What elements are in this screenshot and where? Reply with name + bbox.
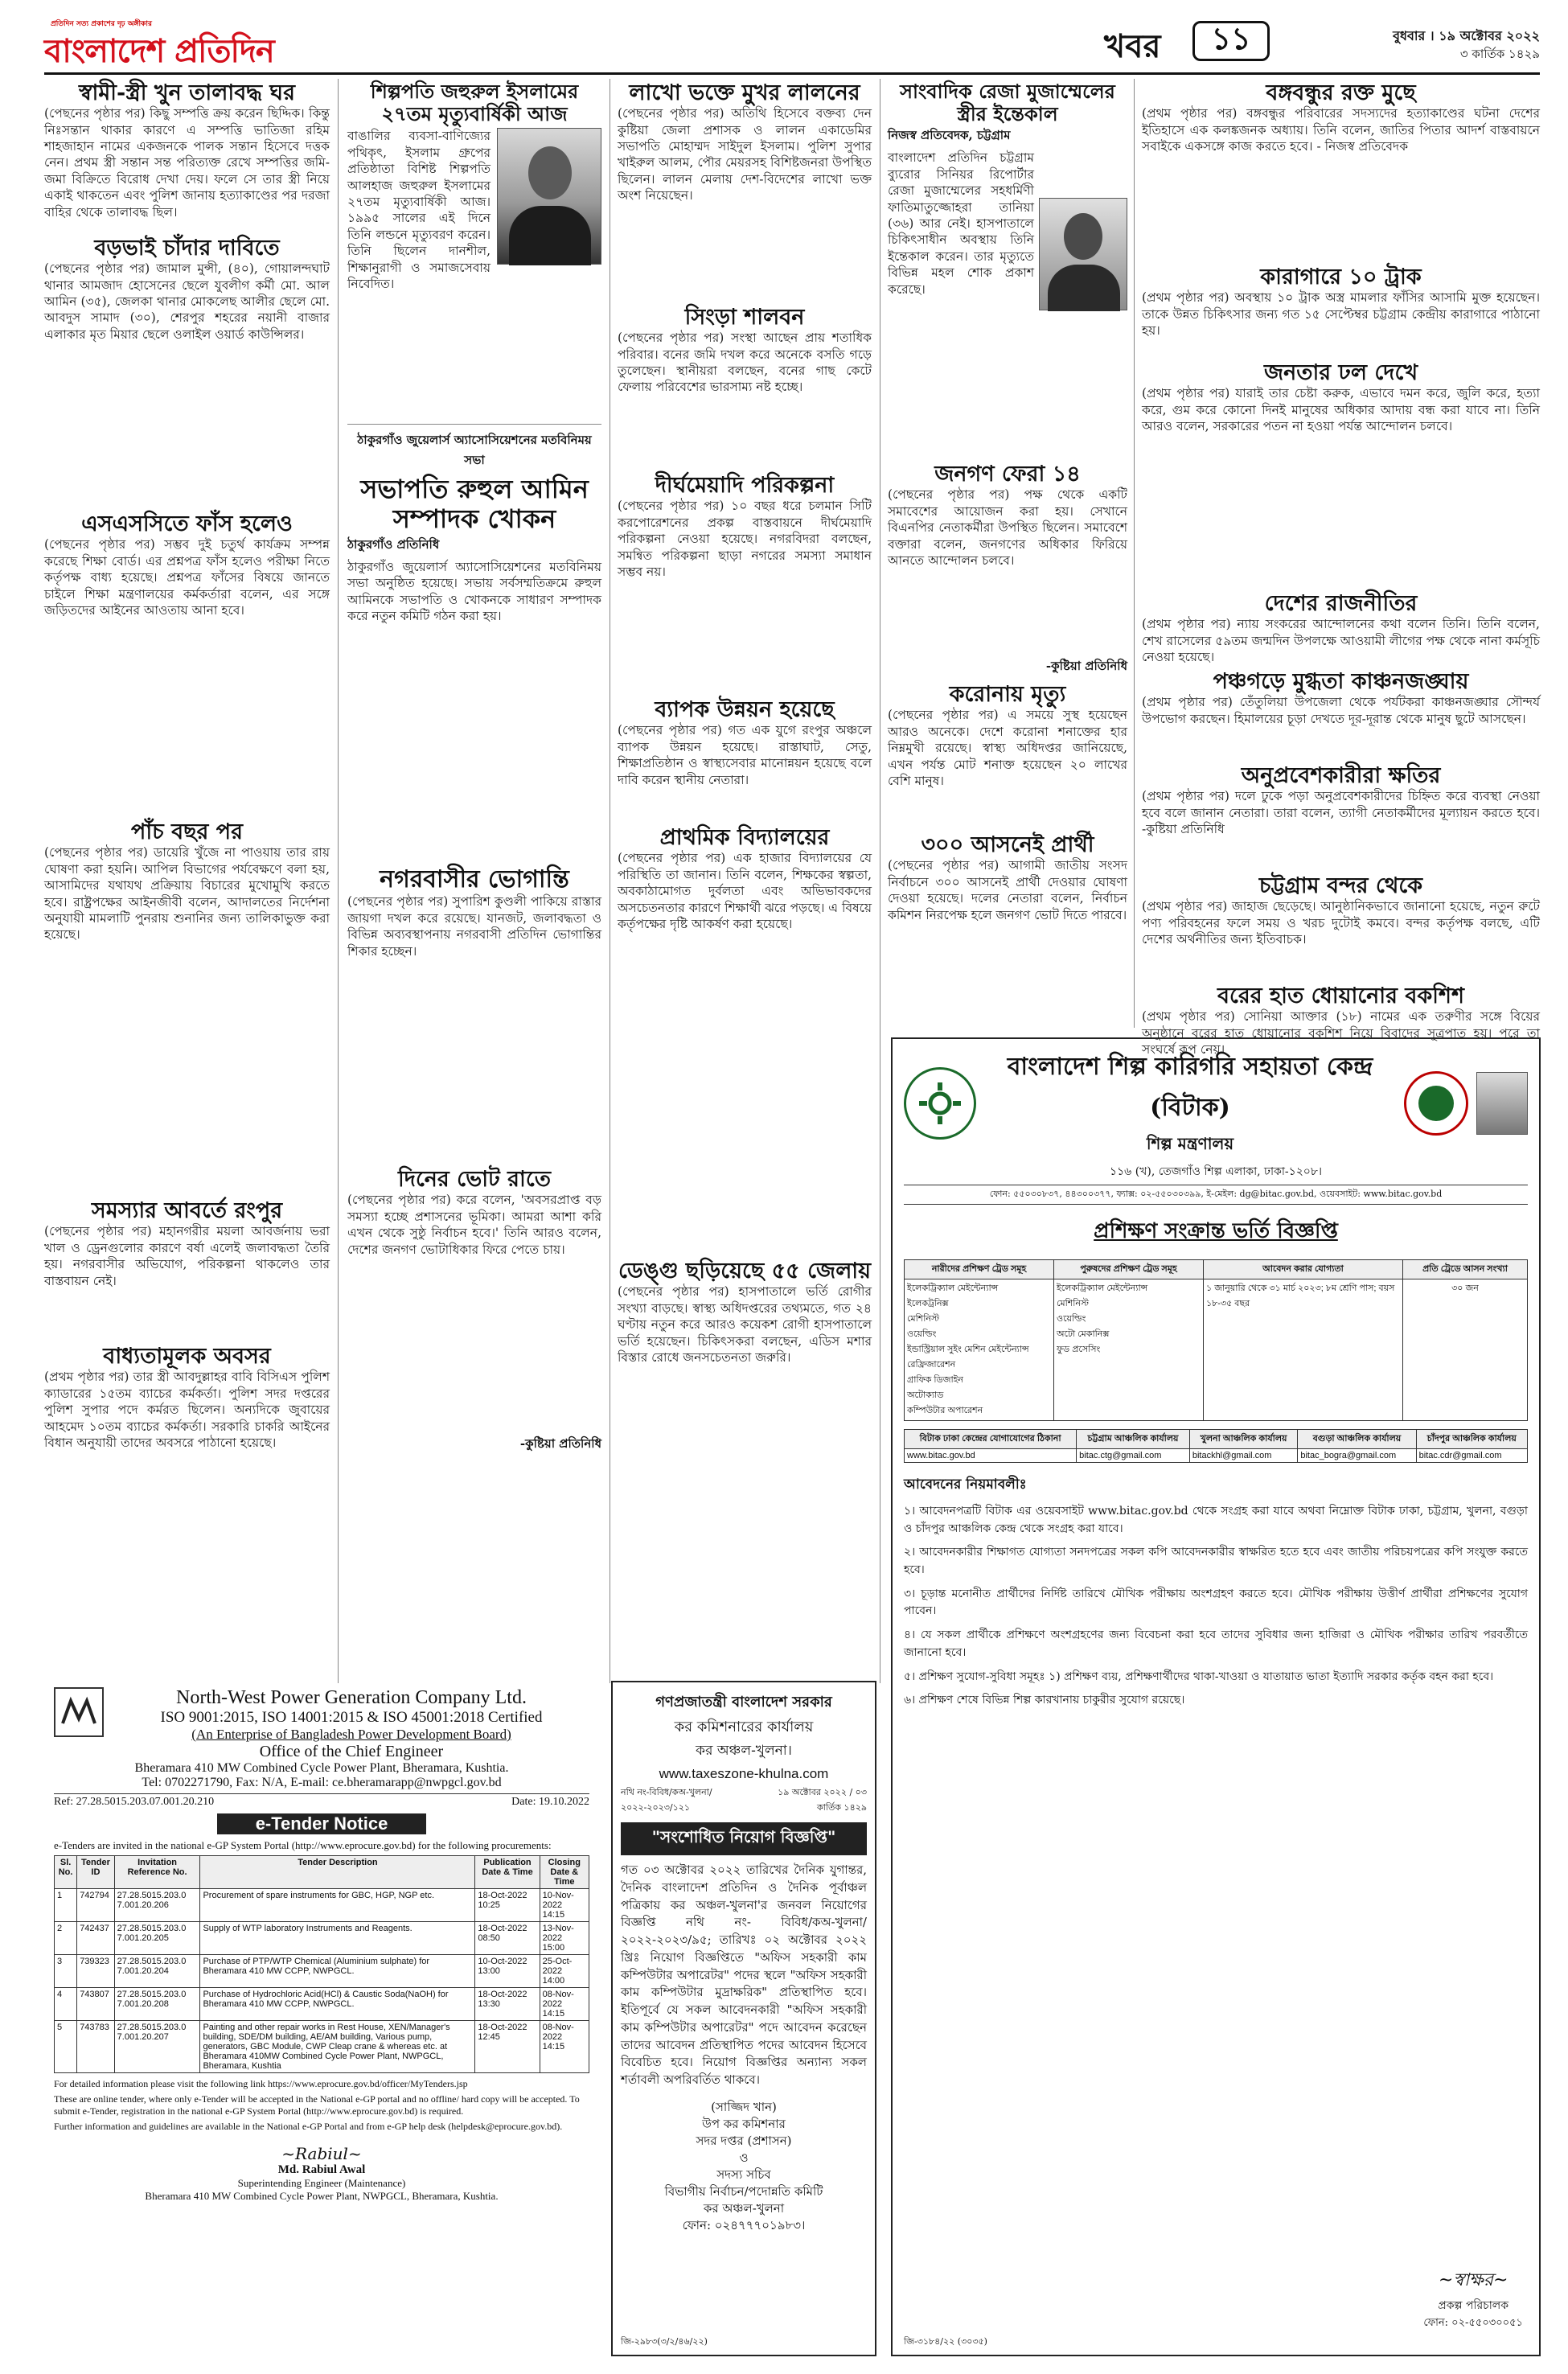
trade-item: গ্রাফিক ডিজাইন: [907, 1375, 963, 1385]
bitac-address: ১১৬ (খ), তেজগাঁও শিল্প এলাকা, ঢাকা-১২০৮।: [1109, 1165, 1322, 1178]
signer-line: বিভাগীয় নির্বাচন/পদোন্নতি কমিটি: [664, 2183, 823, 2199]
portrait-photo: [1476, 1072, 1528, 1135]
notice-title: প্রশিক্ষণ সংক্রান্ত ভর্তি বিজ্ঞপ্তি: [1094, 1219, 1338, 1243]
headline: লাখো ভক্তে মুখর লালনের: [629, 80, 860, 105]
story-rule: [347, 424, 601, 425]
trade-item: কম্পিউটার অপারেশন: [907, 1406, 983, 1415]
date-line-2: ৩ কার্তিক ১৪২৯: [1459, 47, 1540, 61]
govt-seal-icon: [1404, 1071, 1468, 1136]
tender-cell: 1: [55, 1889, 77, 1922]
tender-table: [54, 1855, 589, 2073]
tender-cell: 5: [55, 2021, 77, 2073]
tender-row: [55, 1889, 589, 1922]
tender-cell: 27.28.5015.203.0 7.001.20.208: [114, 1988, 200, 2021]
story-body: ঠাকুরগাঁও জুয়েলার্স অ্যাসোসিয়েশনের মতবিনিময় সভা অনুষ্ঠিত হয়েছে। সভায় সর্বসম্মতিক্রমে রুহুল আমিনকে সভাপতি ও খোকনকে সাধারণ সম্পাদক করে নতুন কমিটি গঠন করা হয়।: [347, 559, 601, 624]
office-contact: bitackhl@gmail.com: [1189, 1449, 1298, 1463]
headline: ব্যাপক উন্নয়ন হয়েছে: [655, 697, 835, 723]
ad-tax-khulna: [611, 1681, 876, 2356]
trade-col-header: নারীদের প্রশিক্ষণ ট্রেড সমূহ: [905, 1260, 1054, 1279]
trade-item: মেশিনিস্ট: [907, 1314, 939, 1324]
trade-item: ইলেকট্রনিক্স: [907, 1299, 949, 1308]
men-trades-cell: [1054, 1279, 1204, 1421]
headline: চট্টগ্রাম বন্দর থেকে: [1258, 873, 1423, 899]
signer-line: সদর দপ্তর (প্রশাসন): [696, 2133, 792, 2148]
tender-intro: e-Tenders are invited in the national e-GP System Portal (http://www.eprocure.gov.bd) for the following procurements:: [54, 1839, 552, 1851]
rule-item: ৩। চূড়ান্ত মনোনীত প্রার্থীদের নির্দিষ্ট তারিখে মৌখিক পরীক্ষায় অংশগ্রহণ করতে হবে। মৌখিক পরীক্ষায় উত্তীর্ণ প্রার্থীরা প্রশিক্ষণের সুযোগ পাবেন।: [904, 1587, 1528, 1618]
headline: প্রাথমিক বিদ্যালয়ের: [659, 825, 830, 851]
tender-col-header: Closing Date & Time: [540, 1856, 589, 1889]
story-body: (পেছনের পৃষ্ঠার পর) হাসপাতালে ভর্তি রোগীর সংখ্যা বাড়ছে। স্বাস্থ্য অধিদপ্তরের তথ্যমতে, গত ২৪ ঘণ্টায় নতুন করে আরও কয়েকশ রোগী হাসপাতালে ভর্তি হয়েছেন। চিকিৎসকরা বলছেন, এডিস মশার বিস্তার রোধে জনসচেতনতা জরুরি।: [618, 1284, 872, 1366]
tender-col-header: Tender ID: [77, 1856, 114, 1889]
nwpgcl-logo-icon: [54, 1687, 104, 1737]
story-body: (প্রথম পৃষ্ঠার পর) বঙ্গবন্ধুর পরিবারের সদস্যদের হত্যাকাণ্ডের ঘটনা দেশের ইতিহাসে এক কলঙ্কজনক অধ্যায়। তিনি বলেন, জাতির পিতার আদর্শ বাস্তবায়নে সবাইকে একসঙ্গে কাজ করতে হবে। - নিজস্ব প্রতিবেদক: [1142, 106, 1540, 154]
notice-body: গত ০৩ অক্টোবর ২০২২ তারিখের দৈনিক যুগান্তর, দৈনিক বাংলাদেশ প্রতিদিন ও দৈনিক পূর্বাঞ্চল পত্রিকায় কর অঞ্চল-খুলনা'র জনবল নিয়োগের বিজ্ঞপ্তি নথি নং- বিবিধ/কঅ-খুলনা/২০২২-২০২৩/৯৫; তারিখঃ ০২ অক্টোবর ২০২২ খ্রিঃ নিয়োগ বিজ্ঞপ্তিতে "অফিস সহকারী কাম কম্পিউটার অপারেটর" পদের স্থলে "অফিস সহকারী কাম কম্পিউটার মুদ্রাক্ষরিক" প্রতিস্থাপিত হবে। ইতিপূর্বে যে সকল আবেদনকারী "অফিস সহকারী কাম কম্পিউটার অপারেটর" পদে আবেদন করেছেন তাদের আবেদন প্রতিস্থাপিত পদের আবেদন হিসেবে বিবেচিত হবে। নিয়োগ বিজ্ঞপ্তির অন্যান্য সকল শর্তাবলী অপরিবর্তিত থাকবে।: [621, 1863, 867, 2087]
tender-cell: 743783: [77, 2021, 114, 2073]
story-body: (পেছনের পৃষ্ঠার পর) মহানগরীর ময়লা আবর্জনায় ভরা খাল ও ড্রেনগুলোর কারণে বর্ষা এলেই জলাবদ্ধতা তৈরি হয়। নগরবাসীর অভিযোগ, পরিকল্পনা থাকলেও তার বাস্তবায়ন নেই।: [44, 1224, 330, 1288]
story-body: বাংলাদেশ প্রতিদিন চট্টগ্রাম ব্যুরোর সিনিয়র রিপোর্টার রেজা মুজাম্মেলের সহধর্মিণী ফাতিমাতুজ্জোহরা তানিয়া (৩৬) আর নেই। হাসপাতালে চিকিৎসাধীন অবস্থায় তিনি ইন্তেকাল করেন। তার মৃত্যুতে বিভিন্ন মহল শোক প্রকাশ করেছে।: [888, 150, 1034, 297]
office-table: [904, 1429, 1528, 1463]
tender-row: [55, 1988, 589, 2021]
story-body: (পেছনের পৃষ্ঠার পর) এক হাজার বিদ্যালয়ের যে পরিস্থিতি তা জানান। তিনি বলেন, শিক্ষকের স্বল্পতা, অবকাঠামোগত দুর্বলতা এবং অভিভাবকদের অসচেতনতার কারণে শিক্ষার্থী ঝরে পড়ছে। এ বিষয়ে কর্তৃপক্ষের দৃষ্টি আকর্ষণ করা হয়েছে।: [618, 851, 872, 932]
tender-footer-2: These are online tender, where only e-Tender will be accepted in the National e-GP portal and no offline/ hard copy will be accepted. To submit e-Tender, registration in the national e-GP System Portal (http://www.eprocure.gov.bd) is required.: [54, 2093, 580, 2117]
signer-line: সদস্য সচিব: [716, 2167, 771, 2182]
tender-cell: 743807: [77, 1988, 114, 2021]
tender-cell: Supply of WTP laboratory Instruments and Reagents.: [200, 1922, 475, 1955]
tender-cell: 18-Oct-2022 08:50: [475, 1922, 540, 1955]
signer-title: প্রকল্প পরিচালক: [1438, 2299, 1509, 2312]
office-contact: www.bitac.gov.bd: [905, 1449, 1077, 1463]
phone: ফোন: ০২৪৭৭৭০১৯৮৩।: [682, 2217, 806, 2232]
headline: সাংবাদিক রেজা মুজাম্মেলের স্ত্রীর ইন্তেকাল: [900, 80, 1115, 125]
tender-row: [55, 1922, 589, 1955]
trade-table: [904, 1259, 1528, 1421]
byline: নিজস্ব প্রতিবেদক, চট্টগ্রাম: [888, 128, 1011, 143]
tender-cell: 2: [55, 1922, 77, 1955]
tender-cell: 08-Nov-2022 14:15: [540, 1988, 589, 2021]
story-body: (প্রথম পৃষ্ঠার পর) দলে ঢুকে পড়া অনুপ্রবেশকারীদের চিহ্নিত করে ব্যবস্থা নেওয়া হবে বলে জানান নেতারা। তারা বলেন, ত্যাগী নেতাকর্মীদের মূল্যায়ন করতে হবে। -কুষ্টিয়া প্রতিনিধি: [1142, 789, 1540, 837]
story-body: (পেছনের পৃষ্ঠার পর) জামাল মুন্সী, (৪০), গোয়ালন্দঘাট থানার আমজাদ হোসেনের ছেলে যুবলীগ কর্মী মো. আল আমিন (৩৫), জেলকা থানার মোকলেছ আলীর ছেলে মো. আবদুস সামাদ (৩০), শেরপুর শহরের নয়ানী বাজার এলাকার মৃত মিয়ার ছেলে ওলাইল ওয়ার্ড কাউন্সিলর।: [44, 261, 330, 342]
rule-item: ৫। প্রশিক্ষণ সুযোগ-সুবিধা সমূহঃ ১) প্রশিক্ষণ ব্যয়, প্রশিক্ষণার্থীদের থাকা-খাওয়া ও যাতায়াত ভাতা ইত্যাদি সরকার কর্তৃক বহন করা হবে।: [904, 1670, 1494, 1683]
date-line: বুধবার । ১৯ অক্টোবর ২০২২: [1393, 28, 1540, 43]
portrait-photo: [1039, 198, 1127, 310]
company-name: North-West Power Generation Company Ltd.: [176, 1687, 527, 1708]
byline: -কুষ্টিয়া প্রতিনিধি: [519, 1436, 601, 1452]
rules-list: [904, 1503, 1528, 1710]
ad-nwpgcl: [44, 1681, 599, 2360]
story-body: বাঙালির ব্যবসা-বাণিজ্যের পথিকৃৎ, ইসলাম গ্রুপের প্রতিষ্ঠাতা বিশিষ্ট শিল্পপতি আলহাজ জহুরুল ইসলামের ২৭তম মৃত্যুবার্ষিকী আজ। ১৯৯৫ সালের এই দিনে তিনি লন্ডনে মৃত্যুবরণ করেন। তিনি ছিলেন দানশীল, শিক্ষানুরাগী ও সমাজসেবায় নিবেদিত।: [347, 129, 491, 292]
column-2: [347, 80, 601, 1673]
headline: সিংড়া শালবন: [684, 305, 805, 331]
trade-item: ইলেকট্রিক্যাল মেইন্টেন্যান্স: [907, 1284, 999, 1293]
tender-cell: Purchase of Hydrochloric Acid(HCl) & Caustic Soda(NaOH) for Bheramara 410 MW CCPP, NWPGCL.: [200, 1988, 475, 2021]
ad-code: জি-২৯৮৩(৩/২/৪৬/২২): [621, 2336, 708, 2347]
seats-cell: ৩০ জন: [1403, 1279, 1528, 1421]
headline: পঞ্চগড়ে মুগ্ধতা কাঞ্চনজঙ্ঘায়: [1213, 669, 1469, 695]
story-body: (পেছনের পৃষ্ঠার পর) সুপারিশ কুণ্ডলী পাকিয়ে রাস্তার জায়গা দখল করে রয়েছে। যানজট, জলাবদ্ধতা ও বিভিন্ন অব্যবস্থাপনায় নগরবাসী প্রতিদিন ভোগান্তির শিকার হচ্ছেন।: [347, 894, 601, 959]
byline: -কুষ্টিয়া প্রতিনিধি: [1045, 659, 1127, 674]
column-4: [888, 80, 1127, 1021]
tender-cell: 08-Nov-2022 14:15: [540, 2021, 589, 2073]
office-contact: bitac.ctg@gmail.com: [1077, 1449, 1190, 1463]
tender-cell: 739323: [77, 1955, 114, 1988]
women-trades-cell: [905, 1279, 1054, 1421]
tender-cell: Painting and other repair works in Rest House, XEN/Manager's building, SDE/DM building, AE/AM building, Various pump, generators, GBC Module, CWP Cleap crane & whereas etc. at Bheramara 410MW Combined Cycle Power Plant, NWPGCL, Bheramara, Kushtia: [200, 2021, 475, 2073]
portrait-photo: [497, 128, 601, 265]
office-col-header: খুলনা আঞ্চলিক কার্যালয়: [1189, 1430, 1298, 1449]
rule-item: ৪। যে সকল প্রার্থীকে প্রশিক্ষণে অংশগ্রহণের জন্য বিবেচনা করা হবে তাদের সুবিধার জন্য হাজিরা ও মৌখিক পরীক্ষার তারিখ পরবর্তীতে জানানো হবে।: [904, 1629, 1528, 1659]
website: www.taxeszone-khulna.com: [659, 1766, 829, 1781]
trade-col-header: প্রতি ট্রেডে আসন সংখ্যা: [1403, 1260, 1528, 1279]
office-col-header: চট্টগ্রাম আঞ্চলিক কার্যালয়: [1077, 1430, 1190, 1449]
col-rule: [338, 79, 339, 1683]
masthead-rule: [44, 72, 1540, 75]
tender-col-header: Invitation Reference No.: [114, 1856, 200, 1889]
office-col-header: বগুড়া আঞ্চলিক কার্যালয়: [1298, 1430, 1416, 1449]
tender-footer-1: For detailed information please visit the following link https://www.eprocure.gov.bd/officer/MyTenders.jsp: [54, 2078, 468, 2089]
story-body: (প্রথম পৃষ্ঠার পর) সোনিয়া আক্তার (১৮) নামের এক তরুণীর সঙ্গে বিয়ের অনুষ্ঠানে বরের হাত ধোয়ানোর বকশিশ নিয়ে বিবাদের সূত্রপাত হয়। পরে তা সংঘর্ষে রূপ নেয়।: [1142, 1009, 1540, 1058]
col-rule: [1134, 79, 1135, 1028]
byline: ঠাকুরগাঁও প্রতিনিধি: [347, 536, 440, 552]
rule-item: ২। আবেদনকারীর শিক্ষাগত যোগ্যতা সনদপত্রের সকল কপি আবেদনকারীর স্বাক্ষরিত হতে হবে এবং জাতীয় পরিচয়পত্রের কপি সংযুক্ত করতে হবে।: [904, 1546, 1528, 1577]
tender-cell: 18-Oct-2022 10:25: [475, 1889, 540, 1922]
headline: নগরবাসীর ভোগান্তি: [380, 865, 569, 893]
notice-title: "সংশোধিত নিয়োগ বিজ্ঞপ্তি": [621, 1822, 867, 1855]
office-line: কর কমিশনারের কার্যালয়: [674, 1719, 814, 1735]
story-body: (পেছনের পৃষ্ঠার পর) পক্ষ থেকে একটি সমাবেশের আয়োজন করা হয়। সেখানে বিএনপির নেতাকর্মীরা উপস্থিত ছিলেন। সমাবেশে বক্তারা বলেন, জনগণের অধিকার ফিরিয়ে আনতে আন্দোলন চলবে।: [888, 487, 1127, 569]
story-body: (পেছনের পৃষ্ঠার পর) এ সময়ে সুস্থ হয়েছেন আরও অনেকে। দেশে করোনা শনাক্তের হার নিম্নমুখী রয়েছে। স্বাস্থ্য অধিদপ্তর জানিয়েছে, এখন পর্যন্ত মোট শনাক্ত হয়েছেন ২০ লাখের বেশি মানুষ।: [888, 708, 1127, 789]
story-body: (পেছনের পৃষ্ঠার পর) ১০ বছর ধরে চলমান সিটি করপোরেশনের প্রকল্প বাস্তবায়নে দীর্ঘমেয়াদি পরিকল্পনা নেওয়া হয়েছে। নগরবিদরা বলছেন, সমন্বিত পরিকল্পনা ছাড়া নগরের সমস্যা সমাধান সম্ভব নয়।: [618, 499, 872, 579]
office-col-header: বিটাক ঢাকা কেন্দ্রের যোগাযোগের ঠিকানা: [905, 1430, 1077, 1449]
story-body: (পেছনের পৃষ্ঠার পর) অতিথি হিসেবে বক্তব্য দেন কুষ্টিয়া জেলা প্রশাসক ও লালন একাডেমির সভাপতি মোহাম্মদ সাইদুল ইসলাম। পুলিশ সুপার খাইরুল আলম, পৌর মেয়রসহ বিশিষ্টজনরা উপস্থিত ছিলেন। লালন মেলায় দেশ-বিদেশের লাখো ভক্ত অংশ নিয়েছেন।: [618, 106, 872, 203]
tender-cell: 25-Oct-2022 14:00: [540, 1955, 589, 1988]
tender-cell: 13-Nov-2022 15:00: [540, 1922, 589, 1955]
trade-item: ফুড প্রসেসিং: [1057, 1345, 1101, 1354]
tender-col-header: Tender Description: [200, 1856, 475, 1889]
contact-line: Tel: 0702271790, Fax: N/A, E-mail: ce.bheramarapp@nwpgcl.gov.bd: [142, 1776, 502, 1789]
address-line: Bheramara 410 MW Combined Cycle Power Plant, Bheramara, Kushtia.: [134, 1761, 509, 1775]
office-contact: bitac_bogra@gmail.com: [1298, 1449, 1416, 1463]
signer-org: Bheramara 410 MW Combined Cycle Power Plant, NWPGCL, Bheramara, Kushtia.: [145, 2190, 499, 2202]
page-number: ১১: [1211, 21, 1251, 56]
signer-line: কর অঞ্চল-খুলনা: [703, 2200, 785, 2216]
story-body: (পেছনের পৃষ্ঠার পর) আগামী জাতীয় সংসদ নির্বাচনে ৩০০ আসনেই প্রার্থী দেওয়ার ঘোষণা দেওয়া হয়েছে। দলের নেতারা বলেন, নির্বাচন কমিশন নিরপেক্ষ হলে জনগণ ভোট দিতে পারবে।: [888, 858, 1127, 922]
story-body: (পেছনের পৃষ্ঠার পর) সংস্থা আছেন প্রায় শতাধিক পরিবার। বনের জমি দখল করে অনেকে বসতি গড়ে তুলেছেন। স্থানীয়রা বলছেন, বনের গাছ কেটে ফেলায় পরিবেশের ভারসাম্য নষ্ট হচ্ছে।: [618, 331, 872, 395]
trade-item: অটো মেকানিক্স: [1057, 1329, 1110, 1339]
headline: অনুপ্রবেশকারীরা ক্ষতির: [1241, 763, 1441, 789]
signer-phone: ফোন: ০২-৫৫০৩০০৫১: [1423, 2317, 1523, 2329]
story-body: (প্রথম পৃষ্ঠার পর) তেঁতুলিয়া উপজেলা থেকে পর্যটকরা কাঞ্চনজঙ্ঘার সৌন্দর্য উপভোগ করছেন। হিমালয়ের চূড়া দেখতে দূর-দূরান্ত থেকে মানুষ ছুটে আসছেন।: [1142, 695, 1540, 726]
tender-cell: 27.28.5015.203.0 7.001.20.206: [114, 1889, 200, 1922]
eligibility-cell: ১ জানুয়ারি থেকে ৩১ মার্চ ২০২৩; ৮ম শ্রেণি পাস; বয়স ১৮-৩৫ বছর: [1204, 1279, 1403, 1421]
tender-cell: 4: [55, 1988, 77, 2021]
story-body: (প্রথম পৃষ্ঠার পর) যারাই তার চেষ্টা করুক, এভাবে দমন করে, জুলি করে, হত্যা করে, গুম করে কোনো দিনই মানুষের অধিকার আদায় বন্ধ করা যাবে না। তিনি আরও বলেন, সরকারের পতন না হওয়া পর্যন্ত আন্দোলন চলবে।: [1142, 386, 1540, 434]
ref-number: নথি নং-বিবিধ/কঅ-খুলনা/২০২২-২০২৩/১২১: [621, 1787, 712, 1813]
ad-code: জি-৩১৮৪/২২ (৩০৩৫): [904, 2336, 987, 2347]
trade-item: ওয়েল্ডিং: [1057, 1314, 1086, 1324]
signer-name: Md. Rabiul Awal: [277, 2163, 366, 2176]
tender-cell: 10-Nov-2022 14:15: [540, 1889, 589, 1922]
zone-line: কর অঞ্চল-খুলনা।: [696, 1743, 792, 1759]
trade-col-header: পুরুষদের প্রশিক্ষণ ট্রেড সমূহ: [1054, 1260, 1204, 1279]
story-body: (প্রথম পৃষ্ঠার পর) অবস্থায় ১০ ট্রাক অস্ত্র মামলার ফাঁসির আসামি মুক্ত হয়েছেন। তাকে উন্নত চিকিৎসার জন্য গত ১৫ সেপ্টেম্বর চট্টগ্রাম কেন্দ্রীয় কারাগারে পাঠানো হয়।: [1142, 290, 1540, 338]
headline: দিনের ভোট রাতে: [398, 1167, 551, 1193]
masthead: [44, 18, 1540, 70]
enterprise-line: (An Enterprise of Bangladesh Power Development Board): [191, 1727, 511, 1742]
rule-item: ১। আবেদনপত্রটি বিটাক এর ওয়েবসাইট www.bitac.gov.bd থেকে সংগ্রহ করা যাবে অথবা নিম্নোক্ত বিটাক ঢাকা, চট্টগ্রাম, খুলনা, বগুড়া ও চাঁদপুর আঞ্চলিক কেন্দ্র থেকে সংগ্রহ করা যাবে।: [904, 1505, 1528, 1535]
signer-line: উপ কর কমিশনার: [702, 2116, 786, 2131]
ref-number: Ref: 27.28.5015.203.07.001.20.210: [54, 1796, 215, 1808]
tender-cell: 18-Oct-2022 12:45: [475, 2021, 540, 2073]
ministry: শিল্প মন্ত্রণালয়: [1146, 1134, 1234, 1153]
trade-item: মেশিনিস্ট: [1057, 1299, 1089, 1308]
trade-item: অটোক্যাড: [907, 1390, 944, 1400]
ref-date: ১৯ অক্টোবর ২০২২ / ০৩ কার্তিক ১৪২৯: [778, 1787, 867, 1813]
signature: ~Rabiul~: [281, 2144, 362, 2163]
signer-line: ও: [739, 2150, 749, 2165]
headline: সভাপতি রুহুল আমিন সম্পাদক খোকন: [360, 474, 589, 534]
tender-cell: 27.28.5015.203.0 7.001.20.207: [114, 2021, 200, 2073]
office-contact: bitac.cdr@gmail.com: [1416, 1449, 1527, 1463]
tender-row: [55, 2021, 589, 2073]
ad-bitac: [891, 1037, 1541, 2356]
signer-name: (সাজ্জিদ খান): [711, 2099, 777, 2114]
govt-line: গণপ্রজাতন্ত্রী বাংলাদেশ সরকার: [655, 1694, 832, 1711]
tender-footer-3: Further information and guidelines are available in the National e-GP Portal and from e-GP help desk (helpdesk@eprocure.gov.bd).: [54, 2121, 563, 2132]
office-col-header: চাঁদপুর আঞ্চলিক কার্যালয়: [1416, 1430, 1527, 1449]
story-body: (প্রথম পৃষ্ঠার পর) ন্যায় সংকরের আন্দোলনের কথা বলেন তিনি। তিনি বলেন, শেখ রাসেলের ৫৯তম জন্মদিন উপলক্ষে আওয়ামী লীগের পক্ষ থেকে নানা কর্মসূচি নেওয়া হয়েছে।: [1142, 617, 1540, 665]
tender-row: [55, 1955, 589, 1988]
office-line: Office of the Chief Engineer: [259, 1743, 444, 1760]
column-3: [618, 80, 872, 1681]
tender-col-header: Sl. No.: [55, 1856, 77, 1889]
headline: জনগণ ফেরা ১৪: [934, 462, 1081, 487]
story-body: (পেছনের পৃষ্ঠার পর) কিছু সম্পত্তি ক্রয় করেন ছিদ্দিক। কিন্তু নিঃসন্তান থাকার কারণে এ সম্পত্তি ভাতিজা রহিম শাহজাহান নামের একজনকে পালক সন্তান হিসেবে দত্তক নেন। প্রথম স্ত্রী সন্তান সন্ত পরিত্যক্ত রেখে সম্পত্তির জমি-জমা বিক্রিতে বিরোধ দেখা দেয়। ফলে সে তার স্ত্রী নিয়ে একাই থাকতেন এবং পুলিশ জানায় হত্যাকাণ্ডের পর দরজা বাহির থেকে তালাবদ্ধ ছিল।: [44, 106, 330, 220]
rule-item: ৬। প্রশিক্ষণ শেষে বিভিন্ন শিল্প কারখানায় চাকুরীর সুযোগ রয়েছে।: [904, 1694, 1185, 1707]
story-body: (পেছনের পৃষ্ঠার পর) ডায়েরি খুঁজে না পাওয়ায় তার রায় ঘোষণা করা হয়নি। আপিল বিভাগের পর্যবেক্ষণে বলা হয়, আসামিদের যথাযথ প্রক্রিয়ায় বিচারের মুখোমুখি করতে হবে। রাষ্ট্রপক্ষের আইনজীবী বলেন, আদালতের নির্দেশনা অনুযায়ী মামলাটি পুনরায় শুনানির জন্য তালিকাভুক্ত করা হয়েছে।: [44, 845, 330, 943]
tender-cell: 742794: [77, 1889, 114, 1922]
bitac-contacts: ফোন: ৫৫০৩০৮৩৭, ৪৪৩০০৩৭৭, ফ্যাক্স: ০২-৫৫০৩০৩৯৯, ই-মেইল: dg@bitac.gov.bd, ওয়েবসাইট: www.bitac.gov.bd: [904, 1185, 1528, 1205]
tender-cell: 3: [55, 1955, 77, 1988]
trade-item: রেফ্রিজারেশন: [907, 1360, 956, 1370]
story-body: (পেছনের পৃষ্ঠার পর) করে বলেন, 'অবসরপ্রাপ্ত বড় সমস্যা হচ্ছে প্রশাসনের ভূমিকা। আমরা আশা করি এখন থেকে সুষ্ঠু নির্বাচন হবে।' তিনি আরও বলেন, দেশের জনগণ ভোটাধিকার ফিরে পেতে চায়।: [347, 1193, 601, 1257]
rules-title: আবেদনের নিয়মাবলীঃ: [904, 1477, 1027, 1493]
bitac-title: বাংলাদেশ শিল্প কারিগরি সহায়তা কেন্দ্র (বিটাক): [1007, 1053, 1373, 1122]
headline: বাধ্যতামূলক অবসর: [103, 1344, 271, 1370]
headline: দীর্ঘমেয়াদি পরিকল্পনা: [655, 473, 835, 499]
notice-title: e-Tender Notice: [217, 1813, 426, 1834]
headline: এসএসসিতে ফাঁস হলেও: [81, 511, 293, 537]
headline: শিল্পপতি জহুরুল ইসলামের ২৭তম মৃত্যুবার্ষিকী আজ: [370, 80, 579, 125]
headline: করোনায় মৃত্যু: [949, 682, 1066, 708]
tender-cell: 27.28.5015.203.0 7.001.20.204: [114, 1955, 200, 1988]
story-body: (পেছনের পৃষ্ঠার পর) সম্ভব দুই চতুর্থ কার্যক্রম সম্পন্ন করেছে শিক্ষা বোর্ড। এর প্রশ্নপত্র ফাঁস হলেও পরীক্ষা নিতে কর্তৃপক্ষ বাধ্য হয়েছে। প্রশ্নপত্র ফাঁসের বিষয়ে জানতে চাইলে শিক্ষা মন্ত্রণালয়ের কর্মকর্তারা বলেন, এর সঙ্গে জড়িতদের আইনের আওতায় আনা হবে।: [44, 537, 330, 618]
tender-cell: Procurement of spare instruments for GBC, HGP, NGP etc.: [200, 1889, 475, 1922]
tender-cell: 27.28.5015.203.0 7.001.20.205: [114, 1922, 200, 1955]
story-body: (প্রথম পৃষ্ঠার পর) জাহাজ ছেড়েছে। আনুষ্ঠানিকভাবে জানানো হয়েছে, নতুন রুটে পণ্য পরিবহনের ফলে সময় ও খরচ দুটোই কমবে। বন্দর কর্তৃপক্ষ বলছে, এটি দেশের অর্থনীতির জন্য ইতিবাচক।: [1142, 899, 1540, 947]
headline: কারাগারে ১০ ট্রাক: [1260, 265, 1422, 290]
headline: ডেঙ্গু ছড়িয়েছে ৫৫ জেলায়: [618, 1259, 872, 1284]
tender-cell: Purchase of PTP/WTP Chemical (Aluminium sulphate) for Bheramara 410 MW CCPP, NWPGCL.: [200, 1955, 475, 1988]
column-5: [1142, 80, 1540, 1058]
trade-col-header: আবেদন করার যোগ্যতা: [1204, 1260, 1403, 1279]
tender-cell: 18-Oct-2022 13:30: [475, 1988, 540, 2021]
brand-logo: বাংলাদেশ প্রতিদিন: [44, 33, 274, 70]
tender-col-header: Publication Date & Time: [475, 1856, 540, 1889]
column-1: [44, 80, 330, 1673]
story-body: (পেছনের পৃষ্ঠার পর) গত এক যুগে রংপুর অঞ্চলে ব্যাপক উন্নয়ন হয়েছে। রাস্তাঘাট, সেতু, শিক্ষাপ্রতিষ্ঠান ও স্বাস্থ্যসেবার মানোন্নয়ন হয়েছে বলে দাবি করেন স্থানীয় নেতারা।: [618, 723, 872, 787]
headline: পাঁচ বছর পর: [131, 819, 243, 845]
trade-item: ইলেকট্রিক্যাল মেইন্টেন্যান্স: [1057, 1284, 1148, 1293]
bitac-logo-icon: [904, 1067, 976, 1140]
headline: জনতার ঢল দেখে: [1263, 360, 1418, 386]
tender-cell: 10-Oct-2022 13:00: [475, 1955, 540, 1988]
trade-item: ইন্ডাস্ট্রিয়াল সুইং মেশিন মেইন্টেন্যান্স: [907, 1345, 1029, 1354]
headline: বড়ভাই চাঁদার দাবিতে: [94, 236, 280, 261]
headline: দেশের রাজনীতির: [1264, 591, 1418, 617]
tender-cell: 742437: [77, 1922, 114, 1955]
signer-title: Superintending Engineer (Maintenance): [237, 2177, 406, 2189]
page-number-badge: [1192, 21, 1270, 61]
signature: ~স্বাক্ষর~: [1438, 2270, 1508, 2290]
headline: বরের হাত ধোয়ানোর বকশিশ: [1217, 984, 1464, 1009]
headline: সমস্যার আবর্তে রংপুর: [91, 1198, 283, 1224]
brand-tagline: প্রতিদিন সত্য প্রকাশের দৃঢ় অঙ্গীকার: [51, 20, 152, 28]
story-body: (প্রথম পৃষ্ঠার পর) তার স্ত্রী আবদুল্লাহর বাবি বিসিএস পুলিশ ক্যাডারের ১৫তম ব্যাচের কর্মকর্তা। পুলিশ সদর দপ্তরের পুলিশ সুপার পদে কর্মরত ছিলেন। অন্যদিকে জুবায়ের আহমেদ ১০তম ব্যাচের কর্মকর্তা। সরকারি চাকরি আইনের বিধান অনুযায়ী তাদের অবসরে পাঠানো হয়েছে।: [44, 1370, 330, 1451]
trade-item: ওয়েল্ডিং: [907, 1329, 937, 1339]
headline: ৩০০ আসনেই প্রার্থী: [921, 832, 1094, 858]
section-label: খবর: [1104, 28, 1161, 65]
ref-date: Date: 19.10.2022: [511, 1796, 589, 1808]
headline: বঙ্গবন্ধুর রক্ত মুছে: [1266, 80, 1416, 105]
kicker: ঠাকুরগাঁও জুয়েলার্স অ্যাসোসিয়েশনের মতবিনিময় সভা: [357, 433, 592, 468]
headline: স্বামী-স্ত্রী খুন তালাবদ্ধ ঘর: [79, 80, 295, 105]
iso-line: ISO 9001:2015, ISO 14001:2015 & ISO 45001:2018 Certified: [160, 1709, 543, 1726]
